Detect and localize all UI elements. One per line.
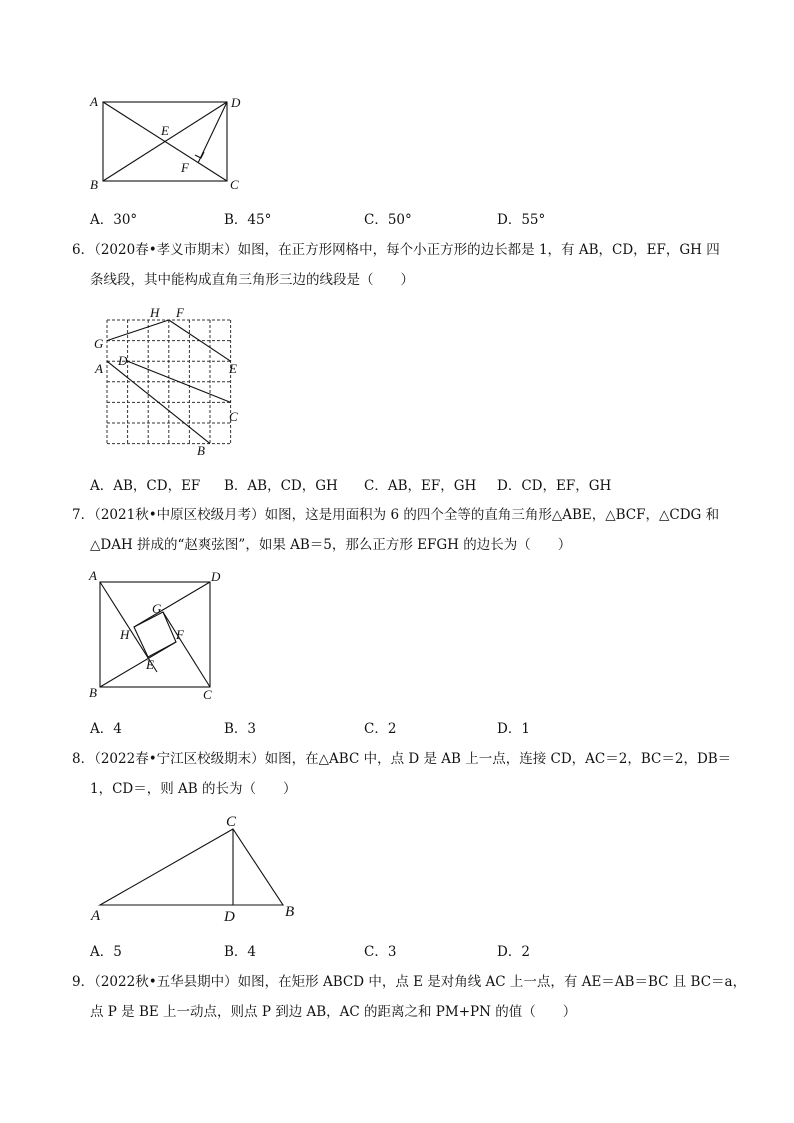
q9-text-line1: 9．（2022秋•五华县期中）如图，在矩形 ABCD 中，点 E 是对角线 AC 上一点，有 AE＝AB＝BC 且 BC＝a， bbox=[72, 974, 747, 990]
q6-text-line1: 6．（2020春•孝义市期末）如图，在正方形网格中，每个小正方形的边长都是 1，有 AB，CD，EF，GH 四 bbox=[72, 242, 720, 258]
q6-text-line2: 条线段，其中能构成直角三角形三边的线段是（ ） bbox=[90, 272, 414, 288]
q6-option-c[interactable]: C．AB，EF，GH bbox=[364, 478, 477, 494]
q7-label-h: H bbox=[120, 627, 130, 642]
q6-label-h: H bbox=[150, 305, 160, 320]
q5-label-b: B bbox=[90, 177, 98, 192]
q5-label-c: C bbox=[230, 177, 239, 192]
q7-label-e: E bbox=[146, 657, 154, 672]
q6-option-d[interactable]: D．CD，EF，GH bbox=[497, 478, 612, 494]
q7-option-d[interactable]: D．1 bbox=[497, 721, 530, 737]
q8-label-c: C bbox=[226, 814, 237, 830]
q7-text-line1: 7．（2021秋•中原区校级月考）如图，这是用面积为 6 的四个全等的直角三角形△ABE，△BCF，△CDG 和 bbox=[72, 507, 720, 523]
q8-option-b[interactable]: B．4 bbox=[224, 944, 257, 960]
q7-outer-square bbox=[100, 582, 210, 687]
q8-option-d[interactable]: D．2 bbox=[497, 944, 530, 960]
q8-triangle-abc bbox=[100, 829, 283, 905]
q7-text-line2: △DAH 拼成的“赵爽弦图”，如果 AB＝5，那么正方形 EFGH 的边长为（ ） bbox=[90, 537, 572, 553]
q8-triangle-figure bbox=[88, 808, 308, 928]
q5-option-a[interactable]: A．30° bbox=[90, 212, 138, 228]
q8-label-b: B bbox=[285, 904, 295, 920]
q8-label-a: A bbox=[91, 908, 101, 924]
q5-option-d[interactable]: D．55° bbox=[497, 212, 546, 228]
q7-zhao-shuang-figure bbox=[85, 565, 225, 705]
q5-label-f: F bbox=[181, 160, 189, 175]
q7-label-c: C bbox=[203, 687, 212, 702]
q7-option-c[interactable]: C．2 bbox=[364, 721, 397, 737]
q7-label-a: A bbox=[89, 568, 97, 583]
q6-segment-gh bbox=[107, 320, 169, 341]
q8-label-d: D bbox=[224, 909, 235, 925]
q7-label-d: D bbox=[211, 569, 221, 584]
q7-option-a[interactable]: A．4 bbox=[90, 721, 122, 737]
q7-label-b: B bbox=[89, 685, 97, 700]
q5-option-b[interactable]: B．45° bbox=[224, 212, 272, 228]
q6-option-a[interactable]: A．AB，CD，EF bbox=[90, 478, 201, 494]
q5-label-e: E bbox=[161, 123, 169, 138]
q6-label-d: D bbox=[118, 353, 128, 368]
q6-option-b[interactable]: B．AB，CD，GH bbox=[224, 478, 338, 494]
q8-option-a[interactable]: A．5 bbox=[90, 944, 122, 960]
q5-label-a: A bbox=[90, 94, 98, 109]
q5-option-c[interactable]: C．50° bbox=[364, 212, 412, 228]
q8-text-line1: 8．（2022春•宁江区校级期末）如图，在△ABC 中，点 D 是 AB 上一点，连接 CD，AC＝2，BC＝2，DB＝ bbox=[72, 751, 732, 767]
q6-grid-figure bbox=[90, 302, 250, 462]
q7-label-f: F bbox=[176, 627, 184, 642]
q6-label-f: F bbox=[176, 305, 184, 320]
q6-label-g: G bbox=[94, 336, 104, 351]
q5-label-d: D bbox=[231, 95, 241, 110]
q5-figure bbox=[85, 92, 255, 192]
q6-label-a: A bbox=[95, 361, 103, 376]
q8-option-c[interactable]: C．3 bbox=[364, 944, 397, 960]
q7-label-g: G bbox=[152, 601, 162, 616]
q6-label-b: B bbox=[197, 443, 205, 458]
q8-text-line2: 1，CD＝，则 AB 的长为（ ） bbox=[90, 781, 297, 797]
q7-inner-square bbox=[134, 612, 176, 657]
q6-label-c: C bbox=[229, 409, 238, 424]
q9-text-line2: 点 P 是 BE 上一动点，则点 P 到边 AB，AC 的距离之和 PM+PN 的值（ ） bbox=[90, 1004, 577, 1020]
q6-label-e: E bbox=[229, 361, 237, 376]
q7-option-b[interactable]: B．3 bbox=[224, 721, 257, 737]
